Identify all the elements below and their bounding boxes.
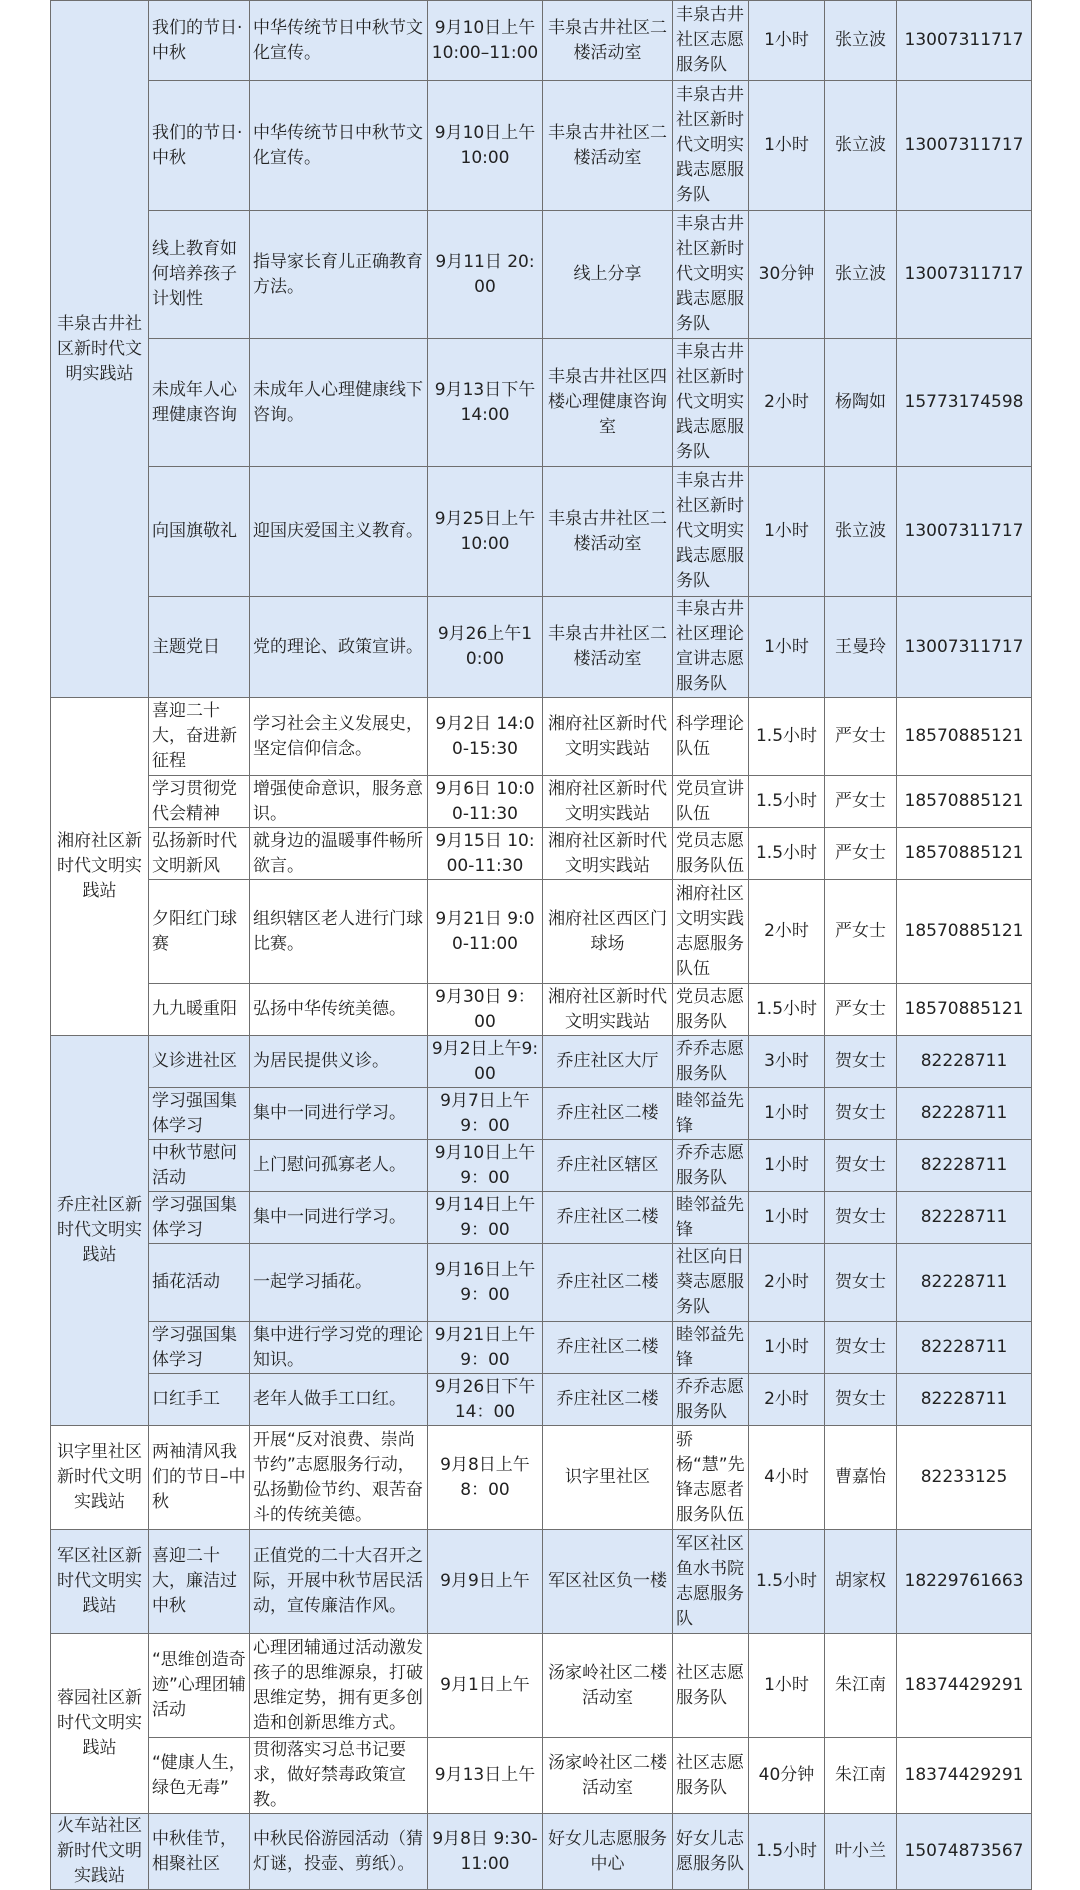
team-cell: 睦邻益先锋 — [673, 1088, 749, 1140]
activity-cell: 喜迎二十大，廉洁过中秋 — [149, 1530, 250, 1634]
team-cell: 丰泉古井社区新时代文明实践志愿服务队 — [673, 211, 749, 339]
contact-cell: 贺女士 — [825, 1036, 897, 1088]
place-cell: 丰泉古井社区二楼活动室 — [543, 467, 673, 597]
time-cell: 9月13日下午14:00 — [428, 339, 543, 467]
duration-cell: 1.5小时 — [749, 984, 825, 1036]
table-row — [51, 1814, 1032, 1890]
activity-cell: 学习强国集体学习 — [149, 1322, 250, 1374]
contact-cell: 张立波 — [825, 211, 897, 339]
time-cell: 9月10日上午10:00 — [428, 81, 543, 211]
duration-cell: 4小时 — [749, 1426, 825, 1530]
time-cell: 9月25日上午10:00 — [428, 467, 543, 597]
contact-cell: 贺女士 — [825, 1192, 897, 1244]
time-cell: 9月16日上午9：00 — [428, 1244, 543, 1322]
station-name-cell: 湘府社区新时代文明实践站 — [51, 698, 149, 1036]
content-cell: 弘扬中华传统美德。 — [250, 984, 428, 1036]
station-name-cell: 乔庄社区新时代文明实践站 — [51, 1036, 149, 1426]
station-name-cell: 丰泉古井社区新时代文明实践站 — [51, 1, 149, 698]
contact-cell: 张立波 — [825, 467, 897, 597]
time-cell: 9月2日 14:00-15:30 — [428, 698, 543, 776]
time-cell: 9月14日上午9：00 — [428, 1192, 543, 1244]
contact-cell: 严女士 — [825, 984, 897, 1036]
phone-cell: 18570885121 — [897, 776, 1032, 828]
table-row — [51, 1426, 1032, 1530]
team-cell: 丰泉古井社区新时代文明实践志愿服务队 — [673, 81, 749, 211]
table-row — [51, 211, 1032, 339]
time-cell: 9月7日上午9：00 — [428, 1088, 543, 1140]
content-cell: 贯彻落实习总书记要求，做好禁毒政策宣教。 — [250, 1738, 428, 1814]
phone-cell: 82233125 — [897, 1426, 1032, 1530]
duration-cell: 1.5小时 — [749, 1530, 825, 1634]
time-cell: 9月30日 9：00 — [428, 984, 543, 1036]
activity-cell: 两袖清风我们的节日–中秋 — [149, 1426, 250, 1530]
contact-cell: 严女士 — [825, 776, 897, 828]
contact-cell: 杨陶如 — [825, 339, 897, 467]
table-row — [51, 339, 1032, 467]
table-row — [51, 1374, 1032, 1426]
phone-cell: 18570885121 — [897, 828, 1032, 880]
contact-cell: 胡家权 — [825, 1530, 897, 1634]
duration-cell: 1.5小时 — [749, 1814, 825, 1890]
content-cell: 中华传统节日中秋节文化宣传。 — [250, 81, 428, 211]
team-cell: 社区志愿服务队 — [673, 1738, 749, 1814]
duration-cell: 30分钟 — [749, 211, 825, 339]
team-cell: 乔乔志愿服务队 — [673, 1036, 749, 1088]
activity-cell: 夕阳红门球赛 — [149, 880, 250, 984]
contact-cell: 曹嘉怡 — [825, 1426, 897, 1530]
station-name-cell: 军区社区新时代文明实践站 — [51, 1530, 149, 1634]
contact-cell: 贺女士 — [825, 1374, 897, 1426]
duration-cell: 1小时 — [749, 1634, 825, 1738]
team-cell: 丰泉古井社区新时代文明实践志愿服务队 — [673, 467, 749, 597]
team-cell: 丰泉古井社区理论宣讲志愿服务队 — [673, 597, 749, 698]
phone-cell: 13007311717 — [897, 1, 1032, 81]
team-cell: 湘府社区文明实践志愿服务队伍 — [673, 880, 749, 984]
place-cell: 湘府社区新时代文明实践站 — [543, 828, 673, 880]
activity-cell: 九九暖重阳 — [149, 984, 250, 1036]
phone-cell: 13007311717 — [897, 81, 1032, 211]
activity-cell: 中秋佳节，相聚社区 — [149, 1814, 250, 1890]
place-cell: 乔庄社区二楼 — [543, 1374, 673, 1426]
team-cell: 丰泉古井社区志愿服务队 — [673, 1, 749, 81]
place-cell: 好女儿志愿服务中心 — [543, 1814, 673, 1890]
phone-cell: 82228711 — [897, 1322, 1032, 1374]
place-cell: 丰泉古井社区二楼活动室 — [543, 1, 673, 81]
phone-cell: 18229761663 — [897, 1530, 1032, 1634]
phone-cell: 82228711 — [897, 1140, 1032, 1192]
station-name-cell: 蓉园社区新时代文明实践站 — [51, 1634, 149, 1814]
table-row — [51, 1192, 1032, 1244]
time-cell: 9月26上午10:00 — [428, 597, 543, 698]
activity-cell: 学习强国集体学习 — [149, 1088, 250, 1140]
content-cell: 迎国庆爱国主义教育。 — [250, 467, 428, 597]
team-cell: 睦邻益先锋 — [673, 1322, 749, 1374]
team-cell: 社区志愿服务队 — [673, 1634, 749, 1738]
place-cell: 乔庄社区辖区 — [543, 1140, 673, 1192]
content-cell: 心理团辅通过活动激发孩子的思维源泉，打破思维定势，拥有更多创造和创新思维方式。 — [250, 1634, 428, 1738]
place-cell: 湘府社区新时代文明实践站 — [543, 776, 673, 828]
place-cell: 军区社区负一楼 — [543, 1530, 673, 1634]
place-cell: 丰泉古井社区二楼活动室 — [543, 81, 673, 211]
content-cell: 正值党的二十大召开之际，开展中秋节居民活动，宣传廉洁作风。 — [250, 1530, 428, 1634]
content-cell: 学习社会主义发展史，坚定信仰信念。 — [250, 698, 428, 776]
duration-cell: 1小时 — [749, 81, 825, 211]
table-row — [51, 1244, 1032, 1322]
content-cell: 中华传统节日中秋节文化宣传。 — [250, 1, 428, 81]
table-row — [51, 880, 1032, 984]
place-cell: 湘府社区新时代文明实践站 — [543, 698, 673, 776]
time-cell: 9月2日上午9:00 — [428, 1036, 543, 1088]
content-cell: 未成年人心理健康线下咨询。 — [250, 339, 428, 467]
place-cell: 湘府社区西区门球场 — [543, 880, 673, 984]
content-cell: 就身边的温暖事件畅所欲言。 — [250, 828, 428, 880]
place-cell: 乔庄社区二楼 — [543, 1088, 673, 1140]
activity-cell: 学习强国集体学习 — [149, 1192, 250, 1244]
team-cell: 科学理论队伍 — [673, 698, 749, 776]
table-row — [51, 1322, 1032, 1374]
contact-cell: 贺女士 — [825, 1244, 897, 1322]
phone-cell: 18374429291 — [897, 1738, 1032, 1814]
phone-cell: 18570885121 — [897, 698, 1032, 776]
phone-cell: 15773174598 — [897, 339, 1032, 467]
place-cell: 汤家岭社区二楼活动室 — [543, 1634, 673, 1738]
phone-cell: 82228711 — [897, 1244, 1032, 1322]
activity-cell: “思维创造奇迹”心理团辅活动 — [149, 1634, 250, 1738]
contact-cell: 贺女士 — [825, 1322, 897, 1374]
team-cell: 丰泉古井社区新时代文明实践志愿服务队 — [673, 339, 749, 467]
content-cell: 指导家长育儿正确教育方法。 — [250, 211, 428, 339]
table-row — [51, 984, 1032, 1036]
phone-cell: 13007311717 — [897, 467, 1032, 597]
activity-cell: 未成年人心理健康咨询 — [149, 339, 250, 467]
duration-cell: 1小时 — [749, 1, 825, 81]
place-cell: 乔庄社区二楼 — [543, 1192, 673, 1244]
table-row — [51, 828, 1032, 880]
contact-cell: 朱江南 — [825, 1738, 897, 1814]
team-cell: 乔乔志愿服务队 — [673, 1140, 749, 1192]
content-cell: 党的理论、政策宣讲。 — [250, 597, 428, 698]
team-cell: 乔乔志愿服务队 — [673, 1374, 749, 1426]
contact-cell: 张立波 — [825, 1, 897, 81]
team-cell: 党员志愿服务队伍 — [673, 828, 749, 880]
content-cell: 中秋民俗游园活动（猜灯谜，投壶、剪纸）。 — [250, 1814, 428, 1890]
time-cell: 9月1日上午 — [428, 1634, 543, 1738]
time-cell: 9月26日下午14：00 — [428, 1374, 543, 1426]
activity-cell: 口红手工 — [149, 1374, 250, 1426]
place-cell: 乔庄社区大厅 — [543, 1036, 673, 1088]
duration-cell: 1小时 — [749, 1192, 825, 1244]
contact-cell: 王曼玲 — [825, 597, 897, 698]
time-cell: 9月11日 20:00 — [428, 211, 543, 339]
content-cell: 开展“反对浪费、崇尚节约”志愿服务行动，弘扬勤俭节约、艰苦奋斗的传统美德。 — [250, 1426, 428, 1530]
place-cell: 湘府社区新时代文明实践站 — [543, 984, 673, 1036]
time-cell: 9月8日上午8：00 — [428, 1426, 543, 1530]
duration-cell: 2小时 — [749, 1244, 825, 1322]
phone-cell: 82228711 — [897, 1036, 1032, 1088]
phone-cell: 13007311717 — [897, 597, 1032, 698]
activity-cell: 弘扬新时代文明新风 — [149, 828, 250, 880]
activity-cell: 义诊进社区 — [149, 1036, 250, 1088]
place-cell: 乔庄社区二楼 — [543, 1322, 673, 1374]
duration-cell: 1小时 — [749, 467, 825, 597]
place-cell: 丰泉古井社区二楼活动室 — [543, 597, 673, 698]
duration-cell: 2小时 — [749, 1374, 825, 1426]
place-cell: 乔庄社区二楼 — [543, 1244, 673, 1322]
duration-cell: 1.5小时 — [749, 828, 825, 880]
content-cell: 为居民提供义诊。 — [250, 1036, 428, 1088]
contact-cell: 朱江南 — [825, 1634, 897, 1738]
time-cell: 9月21日 9:00-11:00 — [428, 880, 543, 984]
time-cell: 9月10日上午9：00 — [428, 1140, 543, 1192]
table-row — [51, 1140, 1032, 1192]
team-cell: 骄杨“慧”先锋志愿者服务队伍 — [673, 1426, 749, 1530]
duration-cell: 1小时 — [749, 1322, 825, 1374]
activity-cell: 向国旗敬礼 — [149, 467, 250, 597]
activity-cell: 我们的节日·中秋 — [149, 1, 250, 81]
content-cell: 集中一同进行学习。 — [250, 1192, 428, 1244]
table-row — [51, 1634, 1032, 1738]
contact-cell: 贺女士 — [825, 1140, 897, 1192]
table-row — [51, 1036, 1032, 1088]
activity-cell: 线上教育如何培养孩子计划性 — [149, 211, 250, 339]
contact-cell: 叶小兰 — [825, 1814, 897, 1890]
phone-cell: 18570885121 — [897, 984, 1032, 1036]
place-cell: 汤家岭社区二楼活动室 — [543, 1738, 673, 1814]
phone-cell: 82228711 — [897, 1192, 1032, 1244]
content-cell: 增强使命意识，服务意识。 — [250, 776, 428, 828]
time-cell: 9月15日 10:00-11:30 — [428, 828, 543, 880]
time-cell: 9月9日上午 — [428, 1530, 543, 1634]
phone-cell: 13007311717 — [897, 211, 1032, 339]
duration-cell: 1小时 — [749, 1088, 825, 1140]
time-cell: 9月13日上午 — [428, 1738, 543, 1814]
team-cell: 军区社区鱼水书院志愿服务队 — [673, 1530, 749, 1634]
table-row — [51, 81, 1032, 211]
place-cell: 线上分享 — [543, 211, 673, 339]
team-cell: 好女儿志愿服务队 — [673, 1814, 749, 1890]
contact-cell: 贺女士 — [825, 1088, 897, 1140]
activity-cell: 喜迎二十大，奋进新征程 — [149, 698, 250, 776]
place-cell: 丰泉古井社区四楼心理健康咨询室 — [543, 339, 673, 467]
phone-cell: 15074873567 — [897, 1814, 1032, 1890]
duration-cell: 1.5小时 — [749, 698, 825, 776]
table-row — [51, 776, 1032, 828]
duration-cell: 1.5小时 — [749, 776, 825, 828]
table-row — [51, 467, 1032, 597]
duration-cell: 2小时 — [749, 880, 825, 984]
table-row — [51, 698, 1032, 776]
contact-cell: 严女士 — [825, 698, 897, 776]
content-cell: 一起学习插花。 — [250, 1244, 428, 1322]
duration-cell: 1小时 — [749, 597, 825, 698]
team-cell: 党员宣讲队伍 — [673, 776, 749, 828]
duration-cell: 2小时 — [749, 339, 825, 467]
activity-cell: 主题党日 — [149, 597, 250, 698]
content-cell: 集中一同进行学习。 — [250, 1088, 428, 1140]
place-cell: 识字里社区 — [543, 1426, 673, 1530]
content-cell: 上门慰问孤寡老人。 — [250, 1140, 428, 1192]
table-row — [51, 1530, 1032, 1634]
activity-cell: 插花活动 — [149, 1244, 250, 1322]
time-cell: 9月10日上午10:00–11:00 — [428, 1, 543, 81]
phone-cell: 82228711 — [897, 1374, 1032, 1426]
phone-cell: 82228711 — [897, 1088, 1032, 1140]
station-name-cell: 识字里社区新时代文明实践站 — [51, 1426, 149, 1530]
team-cell: 社区向日葵志愿服务队 — [673, 1244, 749, 1322]
contact-cell: 严女士 — [825, 880, 897, 984]
phone-cell: 18374429291 — [897, 1634, 1032, 1738]
activity-cell: 我们的节日·中秋 — [149, 81, 250, 211]
team-cell: 睦邻益先锋 — [673, 1192, 749, 1244]
content-cell: 老年人做手工口红。 — [250, 1374, 428, 1426]
duration-cell: 1小时 — [749, 1140, 825, 1192]
phone-cell: 18570885121 — [897, 880, 1032, 984]
content-cell: 集中进行学习党的理论知识。 — [250, 1322, 428, 1374]
contact-cell: 张立波 — [825, 81, 897, 211]
activity-cell: 学习贯彻党代会精神 — [149, 776, 250, 828]
activity-cell: “健康人生，绿色无毒” — [149, 1738, 250, 1814]
time-cell: 9月6日 10:00-11:30 — [428, 776, 543, 828]
team-cell: 党员志愿服务队 — [673, 984, 749, 1036]
activity-schedule-table — [50, 0, 1032, 1890]
table-row — [51, 1088, 1032, 1140]
duration-cell: 40分钟 — [749, 1738, 825, 1814]
duration-cell: 3小时 — [749, 1036, 825, 1088]
table-row — [51, 1, 1032, 81]
contact-cell: 严女士 — [825, 828, 897, 880]
activity-cell: 中秋节慰问活动 — [149, 1140, 250, 1192]
time-cell: 9月21日上午9：00 — [428, 1322, 543, 1374]
time-cell: 9月8日 9:30-11:00 — [428, 1814, 543, 1890]
table-row — [51, 597, 1032, 698]
station-name-cell: 火车站社区新时代文明实践站 — [51, 1814, 149, 1890]
table-row — [51, 1738, 1032, 1814]
content-cell: 组织辖区老人进行门球比赛。 — [250, 880, 428, 984]
